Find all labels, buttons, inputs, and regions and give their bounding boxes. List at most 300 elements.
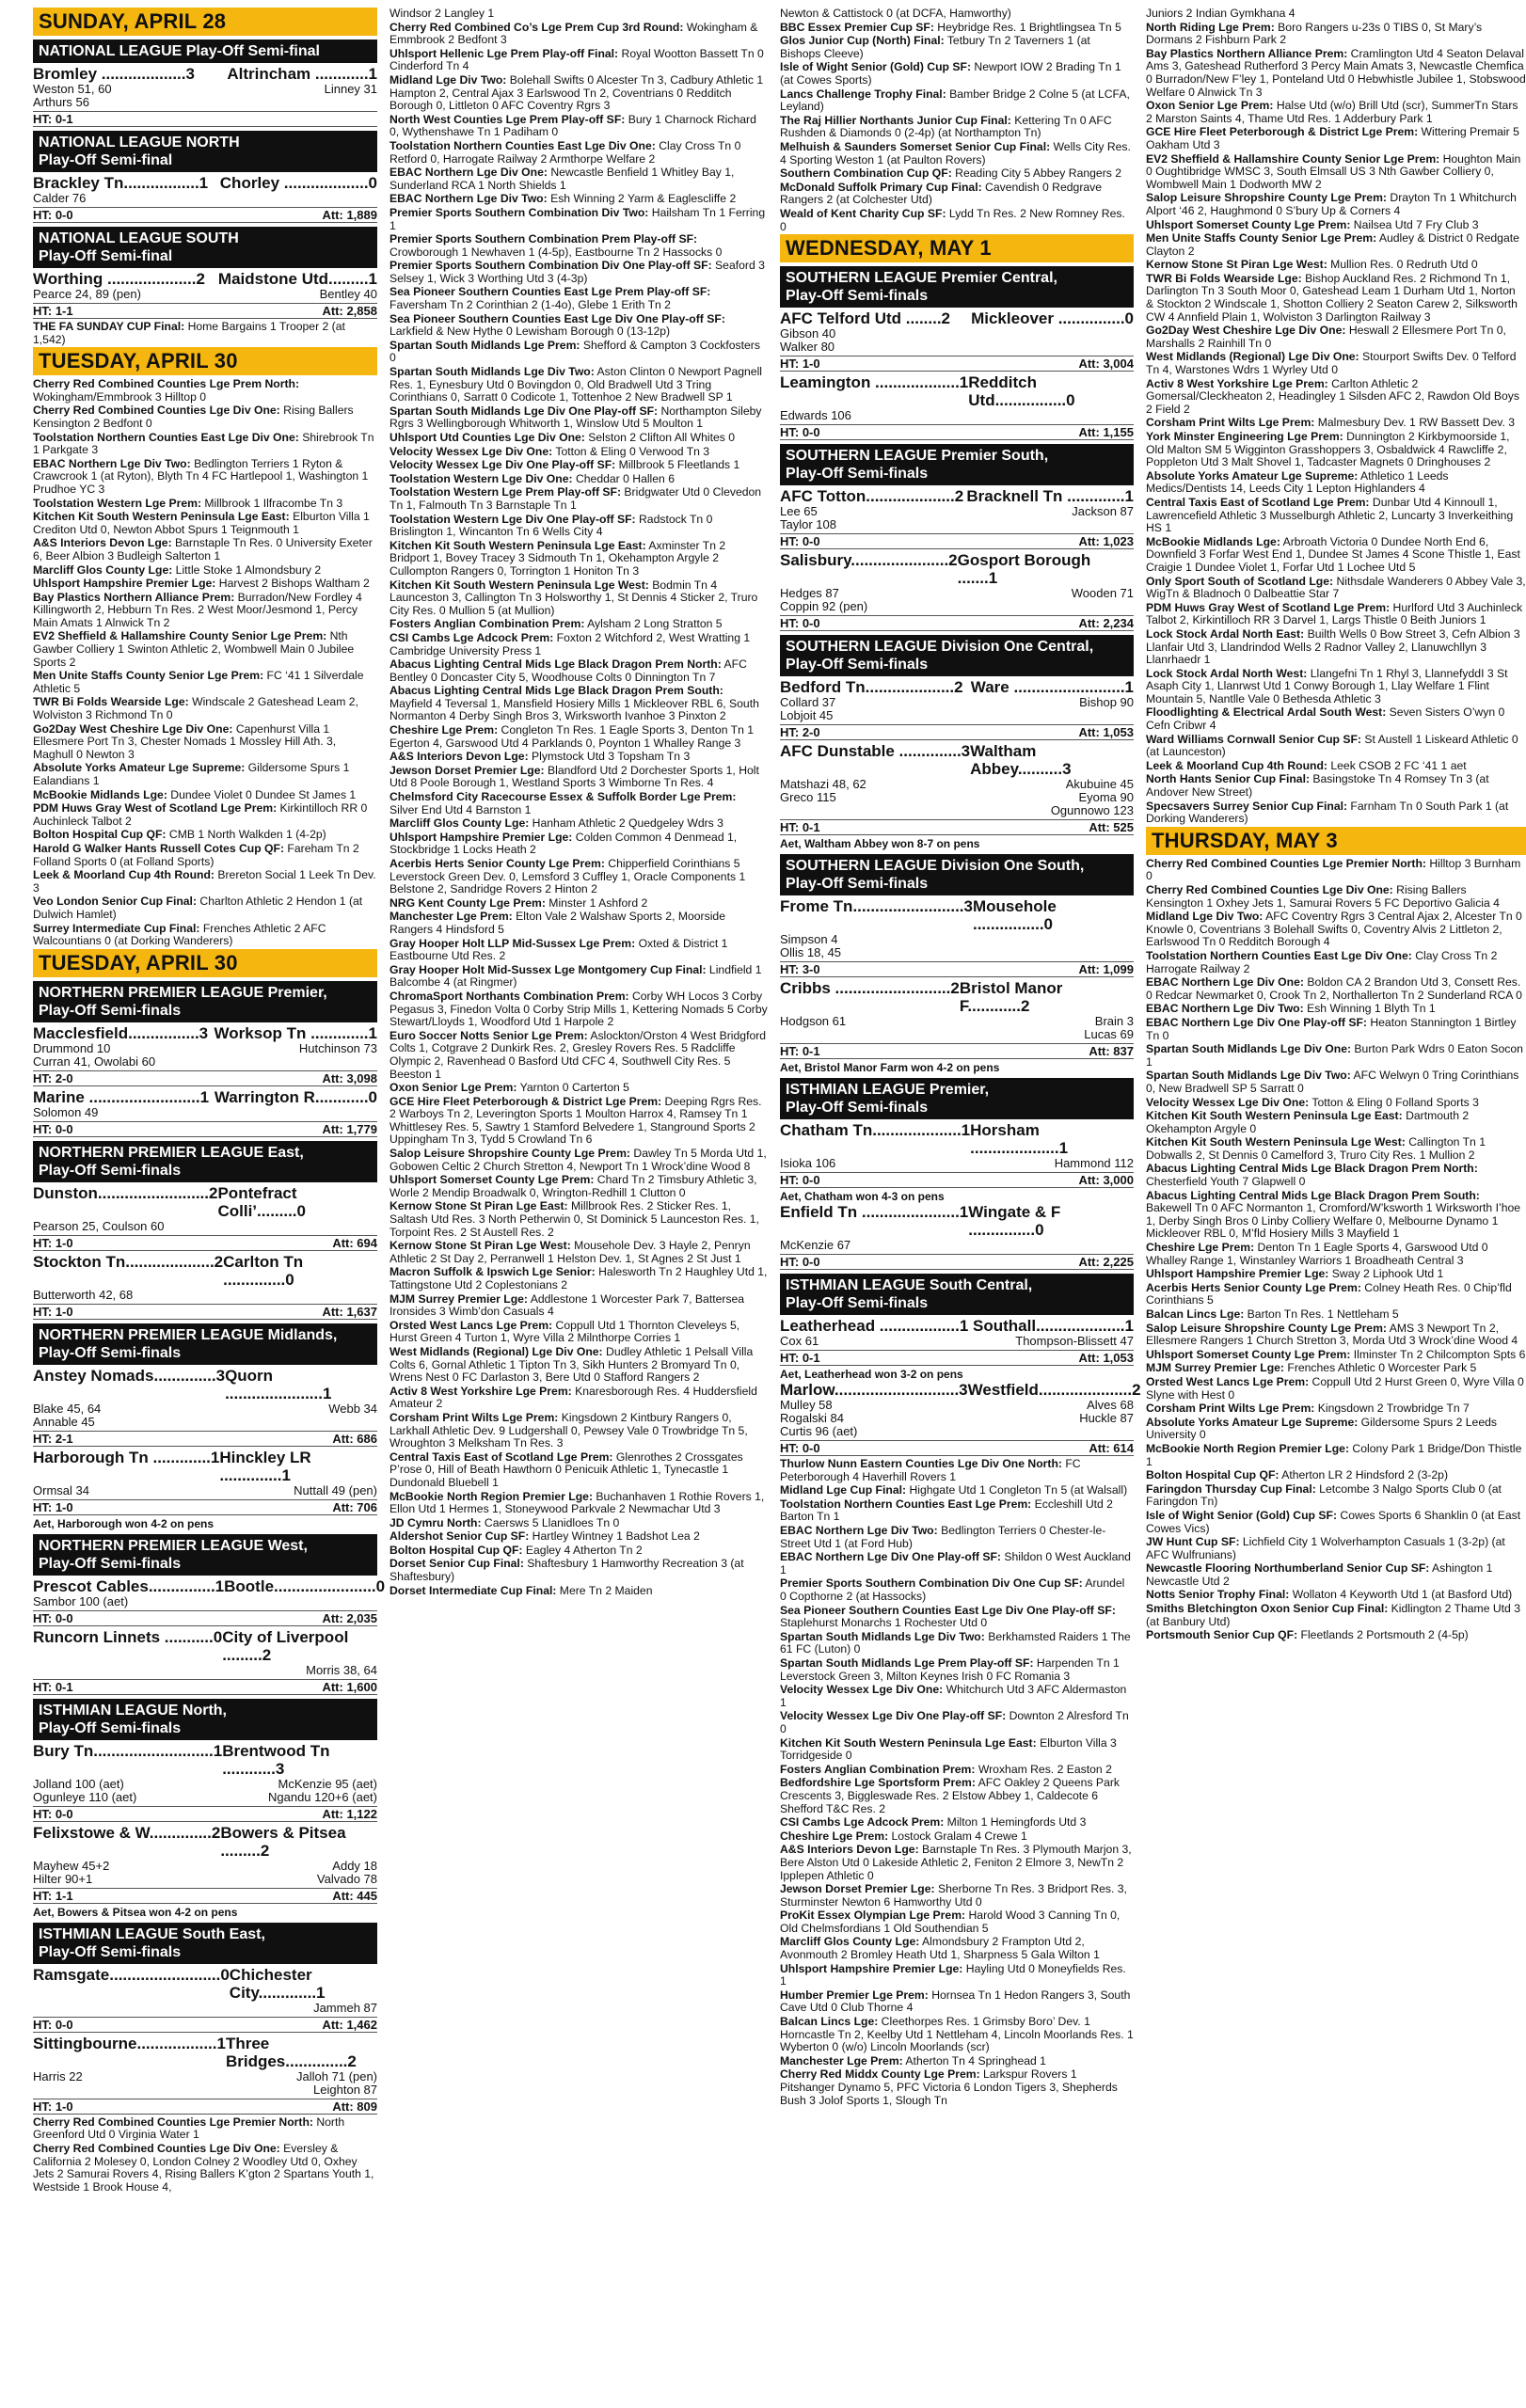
result-line xyxy=(33,321,377,346)
result-line xyxy=(1146,976,1526,1002)
result-text: Reading City 5 Abbey Rangers 2 xyxy=(951,166,1122,181)
result-line xyxy=(33,564,377,578)
competition-name: Cherry Red Combined Counties Lge Premier North: xyxy=(33,2115,313,2129)
competition-name: JD Cymru North: xyxy=(389,1515,482,1529)
attendance: Att: 1,779 xyxy=(322,1121,377,1136)
result-text: Larkspur Rovers 1 Pitshanger Dynamo 5, PFC Victoria 6 London Tigers 3, Shepherds Bush 3 Jolof Sports 1, Slough Tn xyxy=(780,2067,1118,2107)
competition-name: Cherry Red Combined Counties Lge Div One: xyxy=(33,2141,280,2155)
competition-name: Kitchen Kit South Western Peninsula Lge East: xyxy=(33,510,290,524)
result-text: Heybridge Res. 1 Brightlingsea Tn 5 xyxy=(933,20,1121,34)
result-text: Esh Winning 1 Blyth Tn 1 xyxy=(1303,1002,1436,1016)
result-line xyxy=(780,1605,1134,1630)
halftime-score: HT: 2-1 xyxy=(33,1431,73,1446)
competition-name: McDonald Suffolk Primary Cup Final: xyxy=(780,180,982,194)
attendance: Att: 694 xyxy=(332,1235,377,1250)
halftime-score: HT: 0-0 xyxy=(33,1806,73,1821)
result-text: Sherborne Tn Res. 3 Bridport Res. 3, Sturminster Newton 6 Hamworthy Utd 0 xyxy=(780,1882,1127,1909)
result-line xyxy=(389,1293,768,1319)
result-line xyxy=(780,1684,1134,1709)
halftime-score: HT: 0-1 xyxy=(780,1044,820,1059)
match-result xyxy=(33,1742,377,1822)
competition-name: Toolstation Western Lge Prem Play-off SF: xyxy=(389,485,622,499)
result-text: Faversham Tn 2 Corinthian 2 (1-4o), Glebe 1 Erith Tn 2 xyxy=(389,298,671,312)
result-line xyxy=(1146,1443,1526,1468)
competition-name: CSI Cambs Lge Adcock Prem: xyxy=(389,630,554,644)
result-line xyxy=(780,1737,1134,1763)
away-scorers: Linney 31 xyxy=(324,82,377,96)
result-text: Shaftesbury 1 Hamworthy Recreation 3 (at Shaftesbury) xyxy=(389,1557,744,1584)
result-line xyxy=(780,1498,1134,1524)
competition-name: Gray Hooper Holt Mid-Sussex Lge Montgomery Cup Final: xyxy=(389,962,707,976)
result-line xyxy=(389,1346,768,1385)
competition-name: Bolton Hospital Cup QF: xyxy=(389,1543,523,1557)
result-line xyxy=(389,938,768,963)
result-line xyxy=(389,193,768,206)
result-text: Chesterfield Youth 7 Glapwell 0 xyxy=(1146,1175,1306,1189)
goal-scorers xyxy=(33,1595,377,1608)
result-line xyxy=(389,1386,768,1411)
home-scorers: Drummond 10 Curran 41, Owolabi 60 xyxy=(33,1040,156,1069)
home-scorers: McKenzie 67 xyxy=(780,1238,851,1253)
halftime-attendance xyxy=(780,1350,1134,1366)
result-line xyxy=(389,432,768,445)
home-scorers: Weston 51, 60 Arthurs 56 xyxy=(33,82,112,109)
result-text: Bamber Bridge 2 Colne 5 (at LCFA, Leyland) xyxy=(780,87,1130,114)
halftime-attendance xyxy=(33,1888,377,1904)
attendance: Att: 614 xyxy=(1089,1441,1134,1456)
result-text: Radstock Tn 0 Brislington 1, Wincanton Tn 6 Wells City 4 xyxy=(389,512,713,539)
result-text: Boro Rangers u-23s 0 TIBS 0, St Mary’s Dormans 2 Fishburn Park 2 xyxy=(1146,20,1483,47)
competition-name: Toolstation Northern Counties East Lge Prem: xyxy=(780,1497,1032,1511)
result-text: Royal Wootton Bassett Tn 0 Cinderford Tn 4 xyxy=(389,46,764,73)
competition-name: EV2 Sheffield & Hallamshire County Senior Lge Prem: xyxy=(1146,151,1440,166)
result-text: Seven Sisters O’wyn 0 Cefn Cribwr 4 xyxy=(1146,705,1505,733)
attendance: Att: 1,637 xyxy=(322,1304,377,1319)
result-text: Cavendish 0 Redgrave Rangers 2 (at Colchester Utd) xyxy=(780,180,1103,207)
result-text: Frenches Athletic 2 AFC Walcountians 0 (at Dorking Wanderers) xyxy=(33,921,326,948)
halftime-score: HT: 1-0 xyxy=(33,1235,73,1250)
score-line xyxy=(33,1824,377,1860)
competition-name: Velocity Wessex Lge Div One: xyxy=(389,444,553,458)
result-text: AFC Bentley 0 Doncaster City 5, Woodhouse Colts 0 Dinnington Tn 7 xyxy=(389,657,747,684)
halftime-score: HT: 2-0 xyxy=(780,725,820,740)
score-line xyxy=(33,270,377,288)
home-team-score: Cribbs ..........................2 xyxy=(780,979,960,998)
match-result xyxy=(780,1203,1134,1270)
competition-name: Weald of Kent Charity Cup SF: xyxy=(780,206,946,220)
result-text: Sway 2 Liphook Utd 1 xyxy=(1328,1267,1444,1281)
home-team-score: Leatherhead ..................1 xyxy=(780,1317,969,1336)
result-line xyxy=(389,366,768,404)
result-line xyxy=(389,1266,768,1291)
score-line xyxy=(780,309,1134,327)
result-line xyxy=(1146,1136,1526,1162)
away-scorers: Hammond 112 xyxy=(1054,1156,1134,1171)
match-result xyxy=(780,309,1134,372)
result-line xyxy=(1146,1629,1526,1642)
result-text: Colden Common 4 Denmead 1, Stockbridge 1 Locks Heath 2 xyxy=(389,830,738,857)
competition-name: Cheshire Lge Prem: xyxy=(389,723,499,737)
competition-name: Spartan South Midlands Lge Div Two: xyxy=(780,1629,985,1643)
attendance: Att: 686 xyxy=(332,1431,377,1446)
result-text: Minster 1 Ashford 2 xyxy=(545,895,648,910)
attendance: Att: 2,858 xyxy=(322,304,377,318)
result-text: Almondsbury 2 Frampton Utd 2, Avonmouth 2 Bromley Heath Utd 1, Sharpness 5 Gala Wilton 1 xyxy=(780,1935,1100,1962)
away-team-score: Three Bridges..............2 xyxy=(225,2034,357,2070)
result-text: Newport IOW 2 Brading Tn 1 (at Cowes Sports) xyxy=(780,60,1121,87)
halftime-attendance xyxy=(780,424,1134,440)
result-line xyxy=(33,762,377,787)
competition-name: Toolstation Northern Counties East Lge Div One: xyxy=(1146,948,1412,962)
competition-name: Aldershot Senior Cup SF: xyxy=(389,1529,530,1544)
goal-scorers xyxy=(33,192,377,205)
competition-name: Men Unite Staffs County Senior Lge Prem: xyxy=(1146,231,1377,246)
column-3 xyxy=(780,7,1141,2408)
result-text: Mullion Res. 0 Redruth Utd 0 xyxy=(1327,258,1478,272)
result-line xyxy=(780,1816,1134,1830)
result-text: Gildersome Spurs 2 Leeds University 0 xyxy=(1146,1415,1497,1442)
result-text: Rising Ballers Kensington 2 Bedfont 0 xyxy=(33,404,354,430)
result-text: Rising Ballers Kensington 1 Oxhey Jets 1, Samurai Rovers 5 FC Deportivo Galicia 4 xyxy=(1146,883,1500,910)
competition-name: Uhlsport Hampshire Premier Lge: xyxy=(389,830,573,844)
result-line xyxy=(1146,1282,1526,1307)
result-line xyxy=(33,630,377,669)
halftime-score: HT: 1-0 xyxy=(33,1304,73,1319)
result-line xyxy=(780,1631,1134,1656)
away-scorers: Nuttall 49 (pen) xyxy=(294,1482,377,1497)
result-line xyxy=(1146,497,1526,535)
attendance: Att: 1,600 xyxy=(322,1679,377,1694)
halftime-attendance xyxy=(780,819,1134,835)
away-team-score: Mousehole ................0 xyxy=(972,897,1057,934)
result-line xyxy=(780,88,1134,114)
score-line xyxy=(780,551,1134,587)
competition-name: Midland Lge Cup Final: xyxy=(780,1483,907,1497)
league-header: ISTHMIAN LEAGUE South East, Play-Off Semi-finals xyxy=(33,1923,377,1964)
competition-name: EBAC Northern Lge Div Two: xyxy=(389,192,548,206)
result-line xyxy=(1146,431,1526,469)
competition-name: Corsham Print Wilts Lge Prem: xyxy=(389,1410,559,1424)
competition-name: Lancs Challenge Trophy Final: xyxy=(780,87,946,101)
result-text: Bury 1 Charnock Richard 0, Wythenshawe Tn 1 Padiham 0 xyxy=(389,112,756,139)
result-line xyxy=(389,1585,768,1598)
result-line xyxy=(1146,1510,1526,1535)
result-line xyxy=(780,167,1134,181)
competition-name: Uhlsport Somerset County Lge Prem: xyxy=(1146,1347,1351,1361)
competition-name: McBookie Midlands Lge: xyxy=(33,787,167,801)
home-scorers: Mayhew 45+2 Hilter 90+1 xyxy=(33,1858,110,1886)
result-text: FC ‘41 1 Silverdale Athletic 5 xyxy=(33,669,364,695)
attendance: Att: 1,053 xyxy=(1078,725,1134,740)
halftime-score: HT: 0-0 xyxy=(780,1255,820,1270)
result-line xyxy=(389,964,768,990)
result-line xyxy=(389,74,768,113)
result-text: Stourport Swifts Dev. 0 Telford Tn 4, Warstones Wdrs 1 Wyrley Utd 0 xyxy=(1146,350,1517,377)
result-text: Wokingham/Emmbrook 3 Hilltop 0 xyxy=(33,389,207,404)
competition-name: Portsmouth Senior Cup QF: xyxy=(1146,1628,1298,1642)
competition-name: Fosters Anglian Combination Prem: xyxy=(780,1762,976,1776)
competition-name: Macron Suffolk & Ipswich Lge Senior: xyxy=(389,1265,596,1279)
date-header: TUESDAY, APRIL 30 xyxy=(33,347,377,375)
competition-name: Toolstation Western Lge Div One Play-off SF: xyxy=(389,512,636,526)
halftime-attendance xyxy=(33,2099,377,2115)
result-text: Yarnton 0 Carterton 5 xyxy=(517,1081,629,1095)
result-text: Aslockton/Orston 4 West Bridgford Colts 1, Cotgrave 2 Dunkirk Res. 2, Gresley Rovers Res. 5 Radcliffe Olympic 2, Ravenhead 0 Basford Utd CFC 4, Southwell City Res. 5 Beeston 1 xyxy=(389,1028,767,1081)
match-result xyxy=(780,1121,1134,1188)
result-line xyxy=(1146,1562,1526,1588)
result-line xyxy=(1146,800,1526,826)
away-team-score: Quorn ......................1 xyxy=(225,1366,332,1402)
column-1 xyxy=(33,8,386,2408)
league-header: NORTHERN PREMIER LEAGUE Premier, Play-Off Semi-finals xyxy=(33,981,377,1022)
result-line xyxy=(33,578,377,591)
result-text: Chard Tn 2 Timsbury Athletic 3, Worle 2 Mendip Broadwalk 0, Wrington-Redhill 1 Clutton 0 xyxy=(389,1173,757,1199)
competition-name: Sea Pioneer Southern Counties East Lge Div One Play-off SF: xyxy=(389,311,725,325)
goal-scorers xyxy=(33,1220,377,1233)
result-line xyxy=(389,166,768,192)
away-scorers: Jalloh 71 (pen) Leighton 87 xyxy=(296,2068,377,2097)
match-result xyxy=(33,1966,377,2033)
result-line xyxy=(389,1174,768,1199)
result-text: Juniors 2 Indian Gymkhana 4 xyxy=(1146,7,1296,20)
competition-name: Bolton Hospital Cup QF: xyxy=(1146,1468,1280,1482)
competition-name: Kitchen Kit South Western Peninsula Lge East: xyxy=(389,538,646,552)
result-line xyxy=(1146,1110,1526,1135)
match-result xyxy=(33,1184,377,1251)
attendance: Att: 525 xyxy=(1089,820,1134,835)
halftime-attendance xyxy=(780,356,1134,372)
result-line xyxy=(780,1484,1134,1497)
result-line xyxy=(780,1830,1134,1844)
date-header: WEDNESDAY, MAY 1 xyxy=(780,234,1134,262)
result-text: Windscale 2 Gateshead Leam 2, Wolviston 3 Richmond Tn 0 xyxy=(33,695,358,722)
competition-name: Bay Plastics Northern Alliance Prem: xyxy=(1146,46,1348,60)
competition-name: BBC Essex Premier Cup SF: xyxy=(780,20,934,34)
result-line xyxy=(389,751,768,764)
result-text: Kirkintilloch RR 0 Auchinleck Talbot 2 xyxy=(33,801,368,828)
score-line xyxy=(33,1367,377,1402)
result-text: Millbrook 1 Ilfracombe Tn 3 xyxy=(201,496,343,510)
competition-name: Dorset Intermediate Cup Final: xyxy=(389,1583,557,1597)
competition-name: MJM Surrey Premier Lge: xyxy=(389,1291,528,1306)
attendance: Att: 706 xyxy=(332,1499,377,1514)
result-text: Arbroath Victoria 0 Dundee North End 6, Downfield 3 Forfar West End 1, Dundee St James 4 Scone Thistle 1, East Craigie 1 Dundee Violet 1, Forfar Utd 1 Lochee Utd 5 xyxy=(1146,534,1520,574)
match-result xyxy=(780,1317,1134,1366)
away-scorers: McKenzie 95 (aet) Ngandu 120+6 (aet) xyxy=(267,1776,377,1804)
result-line xyxy=(1146,1402,1526,1416)
halftime-score: HT: 0-1 xyxy=(33,112,73,126)
result-line xyxy=(1146,1017,1526,1042)
result-text: Nth Gawber Colliery 1 Swinton Athletic 2, Wombwell Main 0 Jubilee Sports 2 xyxy=(33,629,355,669)
result-text: Eccleshill Utd 2 Barton Tn 1 xyxy=(780,1497,1113,1524)
result-text: Colney Heath Res. 0 Chip’fld Corinthians 5 xyxy=(1146,1280,1512,1307)
halftime-attendance xyxy=(33,1431,377,1447)
match-result xyxy=(33,1024,377,1086)
competition-name: ChromaSport Northants Combination Prem: xyxy=(389,989,629,1003)
competition-name: Toolstation Northern Counties East Lge Div One: xyxy=(33,430,299,444)
home-team-score: AFC Totton....................2 xyxy=(780,487,964,506)
match-result xyxy=(780,979,1134,1059)
halftime-attendance xyxy=(33,1304,377,1320)
competition-name: Leek & Moorland Cup 4th Round: xyxy=(1146,758,1327,772)
match-result xyxy=(33,1253,377,1320)
result-text: Athletico 1 Leeds Medics/Dentists 14, Leeds City 1 Lepton Highlanders 4 xyxy=(1146,468,1449,496)
result-line xyxy=(1146,192,1526,217)
result-text: Hayling Utd 0 Moneyfields Res. 1 xyxy=(780,1961,1126,1988)
away-team-score: Bowers & Pitsea .........2 xyxy=(220,1823,346,1860)
result-text: Wittering Premair 5 Oakham Utd 3 xyxy=(1146,125,1519,151)
competition-name: Salop Leisure Shropshire County Lge Prem: xyxy=(1146,1321,1387,1335)
result-text: Mousehole Dev. 3 Hayle 2, Penryn Athletic 2 St Day 2, Perranwell 1 Helston Dev. 1, St Agnes 2 St Just 1 xyxy=(389,1239,751,1265)
result-line xyxy=(780,1525,1134,1550)
league-header: NATIONAL LEAGUE NORTH Play-Off Semi-final xyxy=(33,131,377,172)
result-line xyxy=(33,537,377,562)
result-line xyxy=(1146,1308,1526,1322)
attendance: Att: 445 xyxy=(332,1888,377,1903)
result-text: Audley & District 0 Redgate Clayton 2 xyxy=(1146,231,1519,258)
competition-name: Absolute Yorks Amateur Lge Supreme: xyxy=(33,761,246,775)
competition-name: Velocity Wessex Lge Div One: xyxy=(1146,1095,1310,1109)
result-text: Houghton Main 0 Oughtibridge WMSC 3, South Elmsall US 3 Nth Gawber Colliery 0, Wombwell Main 1 Dodworth MW 2 xyxy=(1146,151,1521,191)
result-line xyxy=(389,724,768,750)
competition-name: Corsham Print Wilts Lge Prem: xyxy=(1146,416,1315,430)
result-line xyxy=(1146,1163,1526,1188)
away-team-score: Bracknell Tn .............1 xyxy=(966,487,1134,506)
result-text: Mere Tn 2 Maiden xyxy=(556,1583,653,1597)
away-scorers: Jammeh 87 xyxy=(313,2000,377,2015)
competition-name: Toolstation Western Lge Div One: xyxy=(389,471,573,485)
match-result xyxy=(33,1449,377,1515)
result-line xyxy=(389,207,768,232)
home-scorers: Blake 45, 64 Annable 45 xyxy=(33,1401,102,1429)
halftime-attendance xyxy=(33,207,377,223)
result-line xyxy=(389,540,768,578)
result-text: Coppull Utd 2 Hurst Green 0, Wyre Villa 0 Slyne with Hest 0 xyxy=(1146,1374,1524,1402)
match-result xyxy=(33,1824,377,1904)
away-team-score: Southall....................1 xyxy=(973,1317,1134,1336)
result-text: Bakewell Tn 0 AFC Normanton 1, Cromford/W’ksworth 1 Wirksworth I’hoe 1, Derby Singh Bros 0 Linby Colliery Welfare 0, Melbourne Dynamo 1 Mickleover RBL 0, M’fld Hosiery Mills 3 Mayfield 1 xyxy=(1146,1201,1521,1241)
result-line xyxy=(389,459,768,472)
competition-name: Uhlsport Hampshire Premier Lge: xyxy=(1146,1267,1329,1281)
goal-scorers xyxy=(780,1335,1134,1348)
competition-name: Cherry Red Combined Counties Lge Div One: xyxy=(33,404,280,418)
competition-name: Isle of Wight Senior (Gold) Cup SF: xyxy=(780,60,971,74)
away-scorers: Brain 3 Lucas 69 xyxy=(1084,1014,1134,1042)
competition-name: Premier Sports Southern Combination Div Two: xyxy=(389,205,649,219)
result-text: Hurlford Utd 3 Auchinleck Talbot 2, Kirkintilloch RR 3 Darvel 1, Largs Thistle 0 Beith Juniors 1 xyxy=(1146,600,1523,627)
goal-scorers xyxy=(33,1402,377,1429)
result-note: Aet, Waltham Abbey won 8-7 on pens xyxy=(780,837,980,851)
result-line xyxy=(1146,950,1526,975)
result-line xyxy=(389,765,768,790)
halftime-attendance xyxy=(780,1254,1134,1270)
result-text: Bishop Auckland Res. 2 Richmond Tn 1, Darlington Tn 3 South Moor 0, Gateshead Leam 1 Durham Utd 1, Norton & Stockton 2 Windscale 1, Shotton Colliery 2 Seaton Carew 2, Silksworth CW 4 Annfield Plain 1, Wolviston 3 Darlington Railway 3 xyxy=(1146,271,1518,324)
result-text: Aylsham 2 Long Stratton 5 xyxy=(584,617,723,631)
match-result xyxy=(33,65,377,127)
attendance: Att: 1,023 xyxy=(1078,534,1134,549)
competition-name: Kernow Stone St Piran Lge East: xyxy=(389,1199,568,1213)
competition-name: GCE Hire Fleet Peterborough & District Lge Prem: xyxy=(1146,125,1419,139)
result-text: Barton Tn Res. 1 Nettleham 5 xyxy=(1244,1307,1399,1321)
score-line xyxy=(780,373,1134,409)
result-text: Eversley & California 2 Molesey 0, London Colney 2 Woodley Utd 0, Oxhey Jets 2 Samurai Rovers 4, Rising Ballers K’gton 2 Spartans Youth 1, Westside 1 Brook House 4, xyxy=(33,2141,374,2194)
halftime-score: HT: 0-0 xyxy=(780,1441,820,1456)
competition-name: Balcan Lincs Lge: xyxy=(1146,1307,1245,1321)
result-line xyxy=(780,2068,1134,2107)
result-line xyxy=(389,22,768,47)
goal-scorers xyxy=(780,933,1134,959)
competition-name: Oxon Senior Lge Prem: xyxy=(389,1081,517,1095)
competition-name: Spartan South Midlands Lge Prem Play-off SF: xyxy=(780,1656,1034,1670)
halftime-attendance xyxy=(33,1121,377,1137)
competition-name: PDM Huws Gray West of Scotland Lge Prem: xyxy=(33,801,278,816)
result-line xyxy=(389,114,768,139)
result-line xyxy=(389,486,768,512)
competition-name: Jewson Dorset Premier Lge: xyxy=(780,1882,935,1896)
home-team-score: Bromley ...................3 xyxy=(33,65,195,83)
competition-name: Kernow Stone St Piran Lge West: xyxy=(1146,258,1327,272)
home-scorers: Pearson 25, Coulson 60 xyxy=(33,1218,165,1233)
halftime-attendance xyxy=(780,533,1134,549)
goal-scorers xyxy=(33,1778,377,1804)
result-text: Dartmouth 2 Okehampton Argyle 0 xyxy=(1146,1109,1470,1135)
result-line xyxy=(1146,100,1526,125)
result-text: Aston Clinton 0 Newport Pagnell Res. 1, Eynesbury Utd 0 Bovingdon 0, Old Bradwell Utd 3 Tring Corinthians 0, Sarratt 0 Codicote 1, Tottenhoe 2 New Bradwell SP 1 xyxy=(389,365,762,404)
result-text: Millbrook 5 Fleetlands 1 xyxy=(615,458,740,472)
result-line xyxy=(780,208,1134,233)
result-text: North Greenford Utd 0 Virginia Water 1 xyxy=(33,2115,345,2142)
home-team-score: Frome Tn.........................3 xyxy=(780,897,973,916)
halftime-score: HT: 0-1 xyxy=(780,1351,820,1366)
competition-name: Only Sport South of Scotland Lge: xyxy=(1146,574,1334,588)
league-header: ISTHMIAN LEAGUE South Central, Play-Off Semi-finals xyxy=(780,1274,1134,1315)
home-team-score: Ramsgate.........................0 xyxy=(33,1965,230,1984)
competition-name: Kitchen Kit South Western Peninsula Lge West: xyxy=(389,578,649,592)
result-text: Farnham Tn 0 South Park 1 (at Dorking Wanderers) xyxy=(1146,799,1509,826)
goal-scorers xyxy=(33,1289,377,1302)
result-text: Capenhurst Villa 1 Ellesmere Port Tn 3, Chester Nomads 1 Mossley Hill Ath. 3, Maghull 0 Newton 3 xyxy=(33,721,337,761)
result-text: Shirebrook Tn 1 Parkgate 3 xyxy=(33,430,374,457)
result-line xyxy=(780,1909,1134,1935)
competition-name: Orsted West Lancs Lge Prem: xyxy=(1146,1374,1310,1388)
competition-name: Smiths Bletchington Oxon Senior Cup Final: xyxy=(1146,1602,1389,1616)
result-text: Barnstaple Tn Res. 0 University Exeter 6, Beer Albion 3 Budleigh Salterton 1 xyxy=(33,536,373,562)
competition-name: Cheshire Lge Prem: xyxy=(780,1829,889,1843)
attendance: Att: 1,462 xyxy=(322,2017,377,2032)
away-team-score: Wingate & F ...............0 xyxy=(968,1203,1061,1240)
goal-scorers xyxy=(780,1015,1134,1041)
halftime-attendance xyxy=(33,1679,377,1695)
result-text: Dudley Athletic 1 Pelsall Villa Colts 6, Gornal Athletic 1 Tipton Tn 3, Sikh Hunters 2 Bromyard Tn 0, Wrens Nest 0 FC Darlaston 3, Bere Utd 0 Stafford Rangers 2 xyxy=(389,1344,754,1385)
result-text: Harpenden Tn 1 Leverstock Green 3, Milton Keynes Irish 0 FC Romania 3 xyxy=(780,1656,1120,1683)
result-text: Totton & Eling 0 Verwood Tn 3 xyxy=(552,444,710,458)
score-line xyxy=(33,2035,377,2070)
competition-name: Floodlighting & Electrical Ardal South West: xyxy=(1146,705,1387,720)
result-line xyxy=(389,1558,768,1583)
away-team-score: Bootle.......................0 xyxy=(224,1576,386,1595)
attendance: Att: 2,035 xyxy=(322,1610,377,1625)
result-text: Letcombe 3 Nalgo Sports Club 0 (at Faringdon Tn) xyxy=(1146,1481,1502,1509)
result-text: Home Bargains 1 Trooper 2 (at 1,542) xyxy=(33,320,345,346)
score-line xyxy=(33,65,377,83)
result-text: Foxton 2 Witchford 2, West Wratting 1 Cambridge University Press 1 xyxy=(389,630,751,657)
result-line xyxy=(1146,1376,1526,1402)
result-line xyxy=(1146,1323,1526,1348)
result-line xyxy=(780,61,1134,87)
result-text: Brereton Social 1 Leek Tn Dev. 3 xyxy=(33,868,376,895)
result-text: Ashington 1 Newcastle Utd 2 xyxy=(1146,1561,1493,1588)
result-text: Lydd Tn Res. 2 New Romney Res. 0 xyxy=(780,206,1125,233)
